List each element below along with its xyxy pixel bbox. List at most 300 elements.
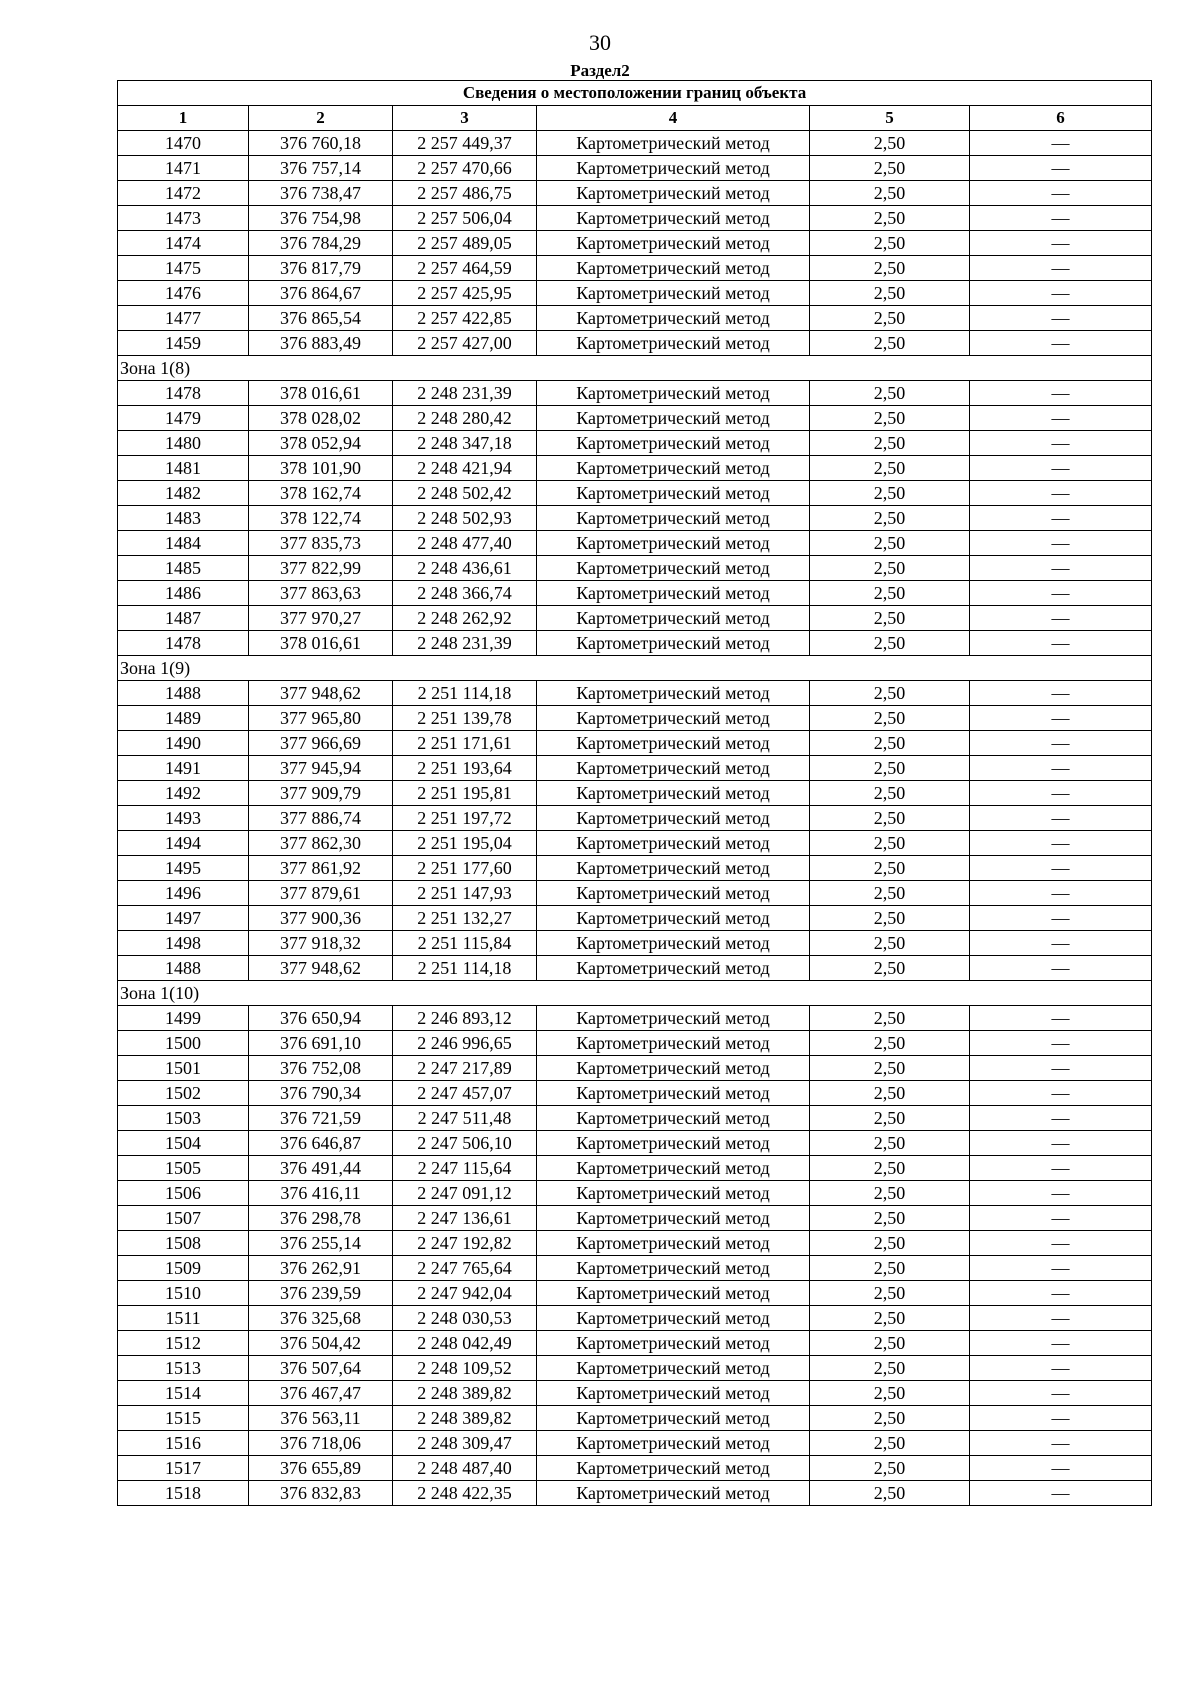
table-row [118, 181, 1152, 206]
point-number-cell: 1480 [118, 431, 249, 456]
accuracy-cell: 2,50 [810, 1131, 970, 1156]
table-row [118, 1006, 1152, 1031]
table-row [118, 1106, 1152, 1131]
x-coordinate-cell: 377 945,94 [249, 756, 393, 781]
note-cell: — [970, 531, 1152, 556]
accuracy-cell: 2,50 [810, 606, 970, 631]
method-cell: Картометрический метод [537, 1231, 810, 1256]
note-cell: — [970, 1406, 1152, 1431]
y-coordinate-cell: 2 248 042,49 [393, 1331, 537, 1356]
table-row [118, 156, 1152, 181]
note-cell: — [970, 1431, 1152, 1456]
method-cell: Картометрический метод [537, 306, 810, 331]
y-coordinate-cell: 2 251 132,27 [393, 906, 537, 931]
method-cell: Картометрический метод [537, 381, 810, 406]
accuracy-cell: 2,50 [810, 856, 970, 881]
x-coordinate-cell: 376 817,79 [249, 256, 393, 281]
y-coordinate-cell: 2 257 425,95 [393, 281, 537, 306]
method-cell: Картометрический метод [537, 731, 810, 756]
x-coordinate-cell: 376 691,10 [249, 1031, 393, 1056]
note-cell: — [970, 831, 1152, 856]
y-coordinate-cell: 2 248 231,39 [393, 381, 537, 406]
method-cell: Картометрический метод [537, 881, 810, 906]
accuracy-cell: 2,50 [810, 331, 970, 356]
y-coordinate-cell: 2 251 139,78 [393, 706, 537, 731]
accuracy-cell: 2,50 [810, 706, 970, 731]
x-coordinate-cell: 377 862,30 [249, 831, 393, 856]
note-cell: — [970, 231, 1152, 256]
accuracy-cell: 2,50 [810, 1481, 970, 1506]
note-cell: — [970, 1131, 1152, 1156]
x-coordinate-cell: 376 790,34 [249, 1081, 393, 1106]
zone-header-row [118, 656, 1152, 681]
x-coordinate-cell: 376 507,64 [249, 1356, 393, 1381]
method-cell: Картометрический метод [537, 806, 810, 831]
method-cell: Картометрический метод [537, 481, 810, 506]
accuracy-cell: 2,50 [810, 581, 970, 606]
point-number-cell: 1486 [118, 581, 249, 606]
note-cell: — [970, 1156, 1152, 1181]
accuracy-cell: 2,50 [810, 906, 970, 931]
point-number-cell: 1500 [118, 1031, 249, 1056]
accuracy-cell: 2,50 [810, 1381, 970, 1406]
column-header: 4 [537, 106, 810, 131]
note-cell: — [970, 381, 1152, 406]
table-row [118, 256, 1152, 281]
point-number-cell: 1482 [118, 481, 249, 506]
x-coordinate-cell: 376 784,29 [249, 231, 393, 256]
method-cell: Картометрический метод [537, 281, 810, 306]
point-number-cell: 1483 [118, 506, 249, 531]
x-coordinate-cell: 376 738,47 [249, 181, 393, 206]
y-coordinate-cell: 2 257 486,75 [393, 181, 537, 206]
point-number-cell: 1471 [118, 156, 249, 181]
x-coordinate-cell: 376 416,11 [249, 1181, 393, 1206]
method-cell: Картометрический метод [537, 831, 810, 856]
point-number-cell: 1488 [118, 956, 249, 981]
x-coordinate-cell: 377 909,79 [249, 781, 393, 806]
point-number-cell: 1478 [118, 631, 249, 656]
point-number-cell: 1481 [118, 456, 249, 481]
y-coordinate-cell: 2 247 091,12 [393, 1181, 537, 1206]
zone-label: Зона 1(10) [118, 981, 1152, 1006]
method-cell: Картометрический метод [537, 431, 810, 456]
y-coordinate-cell: 2 251 195,81 [393, 781, 537, 806]
table-row [118, 756, 1152, 781]
x-coordinate-cell: 377 900,36 [249, 906, 393, 931]
y-coordinate-cell: 2 248 366,74 [393, 581, 537, 606]
table-row [118, 731, 1152, 756]
y-coordinate-cell: 2 248 347,18 [393, 431, 537, 456]
method-cell: Картометрический метод [537, 1256, 810, 1281]
accuracy-cell: 2,50 [810, 881, 970, 906]
method-cell: Картометрический метод [537, 1006, 810, 1031]
note-cell: — [970, 731, 1152, 756]
table-row [118, 206, 1152, 231]
x-coordinate-cell: 376 832,83 [249, 1481, 393, 1506]
method-cell: Картометрический метод [537, 1131, 810, 1156]
table-row [118, 331, 1152, 356]
table-row [118, 1181, 1152, 1206]
point-number-cell: 1491 [118, 756, 249, 781]
table-row [118, 631, 1152, 656]
note-cell: — [970, 581, 1152, 606]
y-coordinate-cell: 2 251 195,04 [393, 831, 537, 856]
y-coordinate-cell: 2 257 489,05 [393, 231, 537, 256]
note-cell: — [970, 1056, 1152, 1081]
point-number-cell: 1474 [118, 231, 249, 256]
x-coordinate-cell: 378 028,02 [249, 406, 393, 431]
method-cell: Картометрический метод [537, 1481, 810, 1506]
table-row [118, 481, 1152, 506]
accuracy-cell: 2,50 [810, 781, 970, 806]
table-row [118, 231, 1152, 256]
accuracy-cell: 2,50 [810, 1031, 970, 1056]
accuracy-cell: 2,50 [810, 156, 970, 181]
point-number-cell: 1488 [118, 681, 249, 706]
method-cell: Картометрический метод [537, 156, 810, 181]
method-cell: Картометрический метод [537, 1406, 810, 1431]
note-cell: — [970, 1456, 1152, 1481]
accuracy-cell: 2,50 [810, 256, 970, 281]
y-coordinate-cell: 2 251 177,60 [393, 856, 537, 881]
method-cell: Картометрический метод [537, 906, 810, 931]
y-coordinate-cell: 2 257 422,85 [393, 306, 537, 331]
x-coordinate-cell: 378 122,74 [249, 506, 393, 531]
method-cell: Картометрический метод [537, 256, 810, 281]
note-cell: — [970, 1106, 1152, 1131]
point-number-cell: 1470 [118, 131, 249, 156]
method-cell: Картометрический метод [537, 1356, 810, 1381]
x-coordinate-cell: 378 052,94 [249, 431, 393, 456]
accuracy-cell: 2,50 [810, 1156, 970, 1181]
x-coordinate-cell: 378 016,61 [249, 631, 393, 656]
x-coordinate-cell: 376 760,18 [249, 131, 393, 156]
table-row [118, 1056, 1152, 1081]
y-coordinate-cell: 2 248 280,42 [393, 406, 537, 431]
note-cell: — [970, 706, 1152, 731]
accuracy-cell: 2,50 [810, 406, 970, 431]
y-coordinate-cell: 2 257 470,66 [393, 156, 537, 181]
table-row [118, 681, 1152, 706]
accuracy-cell: 2,50 [810, 131, 970, 156]
table-row [118, 931, 1152, 956]
y-coordinate-cell: 2 251 193,64 [393, 756, 537, 781]
y-coordinate-cell: 2 246 996,65 [393, 1031, 537, 1056]
x-coordinate-cell: 376 754,98 [249, 206, 393, 231]
table-row [118, 881, 1152, 906]
point-number-cell: 1509 [118, 1256, 249, 1281]
x-coordinate-cell: 376 255,14 [249, 1231, 393, 1256]
note-cell: — [970, 806, 1152, 831]
point-number-cell: 1513 [118, 1356, 249, 1381]
x-coordinate-cell: 376 262,91 [249, 1256, 393, 1281]
accuracy-cell: 2,50 [810, 1106, 970, 1131]
y-coordinate-cell: 2 251 114,18 [393, 956, 537, 981]
note-cell: — [970, 1206, 1152, 1231]
x-coordinate-cell: 376 491,44 [249, 1156, 393, 1181]
accuracy-cell: 2,50 [810, 531, 970, 556]
point-number-cell: 1485 [118, 556, 249, 581]
accuracy-cell: 2,50 [810, 806, 970, 831]
y-coordinate-cell: 2 251 114,18 [393, 681, 537, 706]
accuracy-cell: 2,50 [810, 731, 970, 756]
x-coordinate-cell: 376 563,11 [249, 1406, 393, 1431]
x-coordinate-cell: 376 239,59 [249, 1281, 393, 1306]
y-coordinate-cell: 2 251 115,84 [393, 931, 537, 956]
note-cell: — [970, 506, 1152, 531]
note-cell: — [970, 1481, 1152, 1506]
point-number-cell: 1503 [118, 1106, 249, 1131]
y-coordinate-cell: 2 247 942,04 [393, 1281, 537, 1306]
x-coordinate-cell: 376 646,87 [249, 1131, 393, 1156]
note-cell: — [970, 1281, 1152, 1306]
point-number-cell: 1459 [118, 331, 249, 356]
accuracy-cell: 2,50 [810, 1006, 970, 1031]
point-number-cell: 1516 [118, 1431, 249, 1456]
accuracy-cell: 2,50 [810, 1406, 970, 1431]
accuracy-cell: 2,50 [810, 206, 970, 231]
x-coordinate-cell: 377 886,74 [249, 806, 393, 831]
note-cell: — [970, 681, 1152, 706]
table-title: Сведения о местоположении границ объекта [118, 81, 1152, 106]
y-coordinate-cell: 2 248 502,93 [393, 506, 537, 531]
note-cell: — [970, 306, 1152, 331]
table-row [118, 306, 1152, 331]
table-row [118, 1356, 1152, 1381]
note-cell: — [970, 756, 1152, 781]
point-number-cell: 1518 [118, 1481, 249, 1506]
column-header: 6 [970, 106, 1152, 131]
method-cell: Картометрический метод [537, 756, 810, 781]
y-coordinate-cell: 2 248 487,40 [393, 1456, 537, 1481]
table-row [118, 581, 1152, 606]
method-cell: Картометрический метод [537, 956, 810, 981]
table-row [118, 506, 1152, 531]
note-cell: — [970, 1256, 1152, 1281]
point-number-cell: 1511 [118, 1306, 249, 1331]
method-cell: Картометрический метод [537, 1306, 810, 1331]
point-number-cell: 1510 [118, 1281, 249, 1306]
y-coordinate-cell: 2 248 421,94 [393, 456, 537, 481]
point-number-cell: 1514 [118, 1381, 249, 1406]
x-coordinate-cell: 377 879,61 [249, 881, 393, 906]
accuracy-cell: 2,50 [810, 381, 970, 406]
note-cell: — [970, 131, 1152, 156]
table-row [118, 1256, 1152, 1281]
column-header: 1 [118, 106, 249, 131]
point-number-cell: 1472 [118, 181, 249, 206]
table-row [118, 456, 1152, 481]
method-cell: Картометрический метод [537, 781, 810, 806]
point-number-cell: 1493 [118, 806, 249, 831]
accuracy-cell: 2,50 [810, 1181, 970, 1206]
x-coordinate-cell: 377 863,63 [249, 581, 393, 606]
point-number-cell: 1496 [118, 881, 249, 906]
y-coordinate-cell: 2 248 502,42 [393, 481, 537, 506]
point-number-cell: 1492 [118, 781, 249, 806]
accuracy-cell: 2,50 [810, 456, 970, 481]
table-row [118, 1306, 1152, 1331]
x-coordinate-cell: 377 948,62 [249, 681, 393, 706]
table-row [118, 556, 1152, 581]
y-coordinate-cell: 2 247 217,89 [393, 1056, 537, 1081]
y-coordinate-cell: 2 247 457,07 [393, 1081, 537, 1106]
note-cell: — [970, 406, 1152, 431]
point-number-cell: 1515 [118, 1406, 249, 1431]
x-coordinate-cell: 376 467,47 [249, 1381, 393, 1406]
note-cell: — [970, 1031, 1152, 1056]
table-row [118, 906, 1152, 931]
note-cell: — [970, 556, 1152, 581]
accuracy-cell: 2,50 [810, 956, 970, 981]
y-coordinate-cell: 2 246 893,12 [393, 1006, 537, 1031]
method-cell: Картометрический метод [537, 606, 810, 631]
method-cell: Картометрический метод [537, 706, 810, 731]
table-row [118, 831, 1152, 856]
table-row [118, 1381, 1152, 1406]
accuracy-cell: 2,50 [810, 281, 970, 306]
accuracy-cell: 2,50 [810, 231, 970, 256]
y-coordinate-cell: 2 248 030,53 [393, 1306, 537, 1331]
point-number-cell: 1507 [118, 1206, 249, 1231]
note-cell: — [970, 456, 1152, 481]
note-cell: — [970, 956, 1152, 981]
x-coordinate-cell: 377 822,99 [249, 556, 393, 581]
column-header-row [118, 106, 1152, 131]
accuracy-cell: 2,50 [810, 681, 970, 706]
table-row [118, 1481, 1152, 1506]
table-row [118, 956, 1152, 981]
accuracy-cell: 2,50 [810, 181, 970, 206]
method-cell: Картометрический метод [537, 631, 810, 656]
point-number-cell: 1476 [118, 281, 249, 306]
accuracy-cell: 2,50 [810, 1056, 970, 1081]
y-coordinate-cell: 2 248 231,39 [393, 631, 537, 656]
x-coordinate-cell: 376 757,14 [249, 156, 393, 181]
y-coordinate-cell: 2 251 171,61 [393, 731, 537, 756]
table-row [118, 381, 1152, 406]
point-number-cell: 1502 [118, 1081, 249, 1106]
table-row [118, 1206, 1152, 1231]
accuracy-cell: 2,50 [810, 631, 970, 656]
note-cell: — [970, 431, 1152, 456]
accuracy-cell: 2,50 [810, 481, 970, 506]
x-coordinate-cell: 377 835,73 [249, 531, 393, 556]
method-cell: Картометрический метод [537, 581, 810, 606]
point-number-cell: 1517 [118, 1456, 249, 1481]
table-row [118, 1231, 1152, 1256]
note-cell: — [970, 206, 1152, 231]
point-number-cell: 1489 [118, 706, 249, 731]
table-row [118, 856, 1152, 881]
point-number-cell: 1495 [118, 856, 249, 881]
table-row [118, 1456, 1152, 1481]
note-cell: — [970, 281, 1152, 306]
y-coordinate-cell: 2 247 115,64 [393, 1156, 537, 1181]
note-cell: — [970, 906, 1152, 931]
accuracy-cell: 2,50 [810, 1206, 970, 1231]
point-number-cell: 1484 [118, 531, 249, 556]
accuracy-cell: 2,50 [810, 931, 970, 956]
accuracy-cell: 2,50 [810, 1356, 970, 1381]
accuracy-cell: 2,50 [810, 1281, 970, 1306]
x-coordinate-cell: 376 865,54 [249, 306, 393, 331]
y-coordinate-cell: 2 248 109,52 [393, 1356, 537, 1381]
point-number-cell: 1478 [118, 381, 249, 406]
point-number-cell: 1497 [118, 906, 249, 931]
point-number-cell: 1475 [118, 256, 249, 281]
column-header: 2 [249, 106, 393, 131]
point-number-cell: 1487 [118, 606, 249, 631]
note-cell: — [970, 331, 1152, 356]
point-number-cell: 1477 [118, 306, 249, 331]
y-coordinate-cell: 2 248 309,47 [393, 1431, 537, 1456]
point-number-cell: 1505 [118, 1156, 249, 1181]
x-coordinate-cell: 377 918,32 [249, 931, 393, 956]
method-cell: Картометрический метод [537, 1381, 810, 1406]
method-cell: Картометрический метод [537, 406, 810, 431]
x-coordinate-cell: 377 970,27 [249, 606, 393, 631]
table-row [118, 431, 1152, 456]
y-coordinate-cell: 2 248 262,92 [393, 606, 537, 631]
accuracy-cell: 2,50 [810, 1306, 970, 1331]
accuracy-cell: 2,50 [810, 831, 970, 856]
x-coordinate-cell: 376 883,49 [249, 331, 393, 356]
table-row [118, 1131, 1152, 1156]
accuracy-cell: 2,50 [810, 756, 970, 781]
column-header: 5 [810, 106, 970, 131]
note-cell: — [970, 156, 1152, 181]
point-number-cell: 1499 [118, 1006, 249, 1031]
table-row [118, 406, 1152, 431]
table-row [118, 1406, 1152, 1431]
method-cell: Картометрический метод [537, 506, 810, 531]
zone-label: Зона 1(8) [118, 356, 1152, 381]
method-cell: Картометрический метод [537, 856, 810, 881]
method-cell: Картометрический метод [537, 1031, 810, 1056]
note-cell: — [970, 1231, 1152, 1256]
x-coordinate-cell: 377 965,80 [249, 706, 393, 731]
table-title-row [118, 81, 1152, 106]
y-coordinate-cell: 2 248 389,82 [393, 1381, 537, 1406]
table-row [118, 1431, 1152, 1456]
x-coordinate-cell: 378 016,61 [249, 381, 393, 406]
table-row [118, 1156, 1152, 1181]
point-number-cell: 1506 [118, 1181, 249, 1206]
method-cell: Картометрический метод [537, 1331, 810, 1356]
accuracy-cell: 2,50 [810, 306, 970, 331]
note-cell: — [970, 931, 1152, 956]
accuracy-cell: 2,50 [810, 431, 970, 456]
y-coordinate-cell: 2 248 389,82 [393, 1406, 537, 1431]
table-row [118, 606, 1152, 631]
note-cell: — [970, 606, 1152, 631]
column-header: 3 [393, 106, 537, 131]
x-coordinate-cell: 377 948,62 [249, 956, 393, 981]
table-row [118, 1331, 1152, 1356]
zone-header-row [118, 356, 1152, 381]
accuracy-cell: 2,50 [810, 1456, 970, 1481]
point-number-cell: 1490 [118, 731, 249, 756]
note-cell: — [970, 1381, 1152, 1406]
accuracy-cell: 2,50 [810, 1431, 970, 1456]
table-row [118, 1081, 1152, 1106]
accuracy-cell: 2,50 [810, 1081, 970, 1106]
point-number-cell: 1494 [118, 831, 249, 856]
note-cell: — [970, 1081, 1152, 1106]
zone-label: Зона 1(9) [118, 656, 1152, 681]
